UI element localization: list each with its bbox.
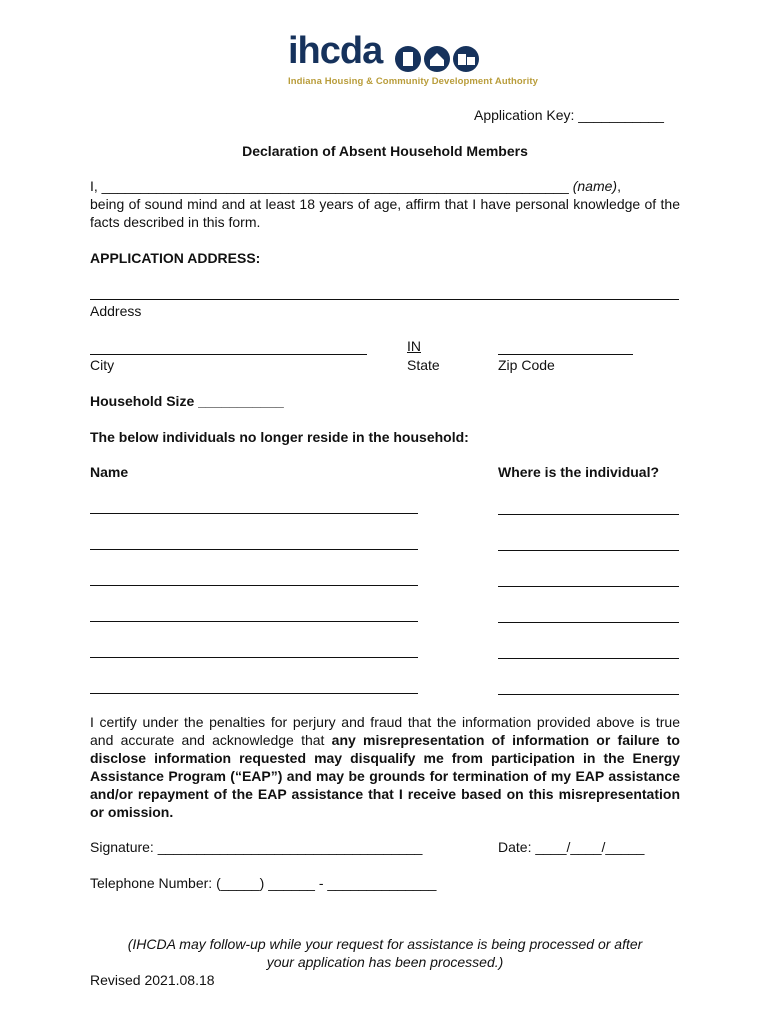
household-size <box>90 393 284 409</box>
household-size-blank[interactable]: ___________ <box>198 393 284 409</box>
logo-wordmark: ihcda <box>288 30 383 72</box>
absent-name-line[interactable] <box>90 549 418 550</box>
intro-paragraph <box>90 177 680 231</box>
name-column-header: Name <box>90 464 129 480</box>
page-title: Declaration of Absent Household Members <box>242 143 528 159</box>
followup-note <box>0 935 770 971</box>
absent-name-line[interactable] <box>90 513 418 514</box>
intro-comma: , <box>617 178 621 194</box>
logo-subtitle: Indiana Housing & Community Development Authority <box>288 76 538 87</box>
intro-text: being of sound mind and at least 18 years of age, affirm that I have personal knowledge of the facts described in this form. <box>90 196 680 230</box>
absent-name-line[interactable] <box>90 693 418 694</box>
absent-name-line[interactable] <box>90 585 418 586</box>
date-field[interactable]: Date: ____/____/_____ <box>498 839 645 855</box>
absent-location-line[interactable] <box>498 694 679 695</box>
absent-location-line[interactable] <box>498 514 679 515</box>
state-label: State <box>407 357 440 373</box>
absent-name-line[interactable] <box>90 657 418 658</box>
name-blank[interactable]: ____________________________________________________________ <box>101 178 569 194</box>
where-column-header: Where is the individual? <box>498 464 660 480</box>
logo-icons <box>394 44 482 74</box>
address-label: Address <box>90 303 142 319</box>
state-value: IN <box>407 338 421 354</box>
followup-line-1: (IHCDA may follow-up while your request for assistance is being processed or after <box>127 936 643 952</box>
followup-line-2: your application has been processed.) <box>266 954 504 970</box>
address-line[interactable] <box>90 299 679 300</box>
zip-label: Zip Code <box>498 357 555 373</box>
household-size-label: Household Size <box>90 393 195 409</box>
name-hint: (name) <box>568 178 618 194</box>
absent-location-line[interactable] <box>498 658 679 659</box>
signature-field[interactable]: Signature: __________________________________ <box>90 839 423 855</box>
absent-location-line[interactable] <box>498 550 679 551</box>
zip-line[interactable] <box>498 354 633 355</box>
absent-location-line[interactable] <box>498 622 679 623</box>
absent-heading: The below individuals no longer reside in the household: <box>90 429 469 445</box>
certification-bold: any misrepresentation of information or failure to disclose information requested may disqualify me from participation in the Energy Assistance Program (“EAP”) and may be grounds for termination of my EAP assistance and/or repayment of the EAP assistance that I receive based on this misrepresentation or omission. <box>90 732 680 820</box>
absent-location-line[interactable] <box>498 586 679 587</box>
telephone-field[interactable]: Telephone Number: (_____) ______ - ______________ <box>90 875 437 891</box>
city-label: City <box>90 357 115 373</box>
city-line[interactable] <box>90 354 367 355</box>
absent-name-line[interactable] <box>90 621 418 622</box>
certification-paragraph <box>90 713 680 821</box>
intro-prefix: I, <box>90 178 102 194</box>
revised-date: Revised 2021.08.18 <box>90 972 215 988</box>
application-address-heading: APPLICATION ADDRESS: <box>90 250 261 266</box>
certification-plain: I certify under the penalties for perjury and fraud that the information provided above is true and accurate and acknowledge that <box>90 714 680 748</box>
application-key: Application Key: ___________ <box>474 107 664 123</box>
